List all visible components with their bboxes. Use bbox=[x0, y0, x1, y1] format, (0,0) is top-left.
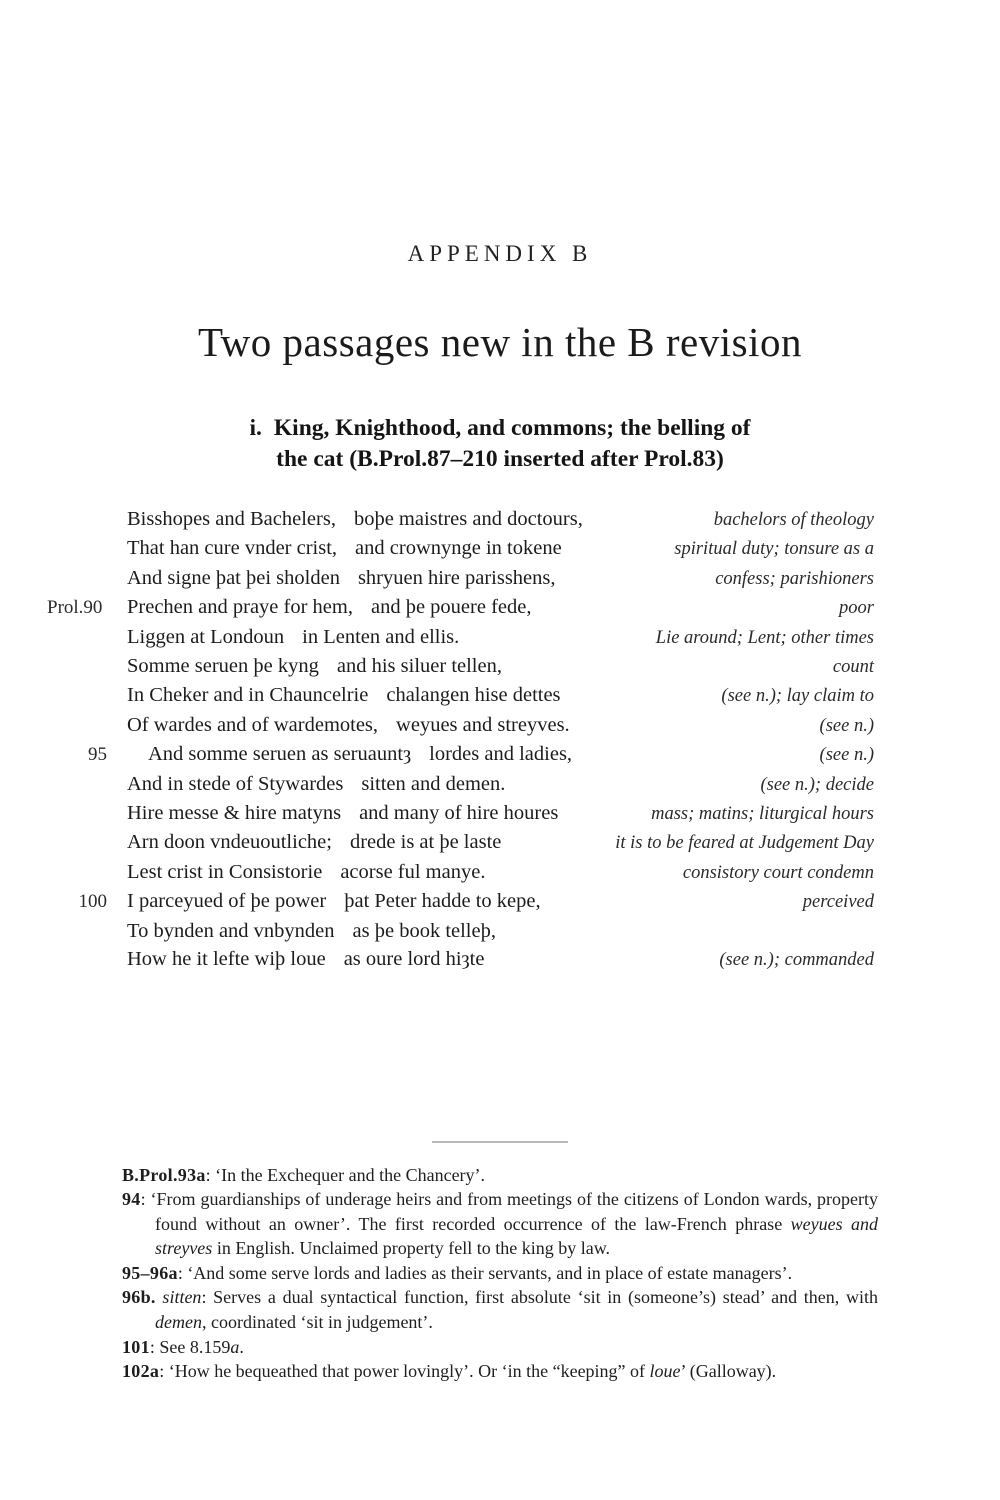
footnote: 102a: ‘How he bequeathed that power lovingly’. Or ‘in the “keeping” of loue’ (Galloway). bbox=[122, 1361, 777, 1382]
marginal-gloss: (see n.); lay claim to bbox=[721, 686, 874, 707]
line-number: Prol.90 bbox=[47, 597, 103, 619]
verse-line bbox=[47, 593, 874, 622]
footnote: 101: See 8.159a. bbox=[122, 1336, 244, 1357]
marginal-gloss: bachelors of theology bbox=[713, 510, 874, 530]
marginal-gloss: consistory court condemn bbox=[682, 862, 874, 883]
section-heading bbox=[0, 413, 1000, 475]
marginal-gloss: Lie around; Lent; other times bbox=[655, 627, 874, 648]
verse-text: Bisshopes and Bachelers, boþe maistres and doctours, bbox=[127, 508, 583, 530]
verse-text: That han cure vnder crist, and crownynge in tokene bbox=[127, 537, 562, 560]
footnote-label: B.Prol.93a bbox=[122, 1164, 206, 1185]
verse-line bbox=[47, 740, 874, 769]
marginal-gloss: (see n.); commanded bbox=[719, 950, 874, 971]
verse-line bbox=[47, 770, 874, 799]
verse-text: How he it lefte wiþ loue as oure lord hiȝte bbox=[127, 948, 485, 971]
section-heading-line2: the cat (B.Prol.87–210 inserted after Prol.83) bbox=[276, 446, 724, 472]
verse-text: I parceyued of þe power þat Peter hadde to kepe, bbox=[127, 890, 541, 913]
section-heading-line1: King, Knighthood, and commons; the belling of bbox=[273, 415, 751, 441]
line-number: 95 bbox=[88, 744, 107, 766]
verse-line bbox=[47, 564, 874, 593]
verse-line bbox=[47, 917, 874, 945]
verse-text: Hire messe & hire matyns and many of hire houres bbox=[127, 802, 559, 825]
footnote: 94: ‘From guardianships of underage heirs and from meetings of the citizens of London wards, property found without an owner’. The first recorded occurrence of the law-French phrase weyues and streyves in English. Unclaimed property fell to the king by law. bbox=[122, 1189, 879, 1259]
footnote-divider-rule bbox=[432, 1141, 568, 1143]
footnote-label: 101 bbox=[122, 1336, 150, 1357]
verse-text: Prechen and praye for hem, and þe pouere fede, bbox=[127, 596, 532, 619]
page-title: Two passages new in the B revision bbox=[198, 319, 802, 365]
marginal-gloss: (see n.) bbox=[819, 745, 874, 766]
verse-line bbox=[47, 623, 874, 652]
verse-text: Of wardes and of wardemotes, weyues and streyves. bbox=[127, 713, 570, 736]
verse-text: Arn doon vndeuoutliche; drede is at þe laste bbox=[127, 831, 502, 854]
footnotes-block bbox=[122, 1163, 878, 1384]
verse-line bbox=[47, 799, 874, 828]
verse-line bbox=[47, 858, 874, 887]
footnote-label: 96b. bbox=[122, 1287, 156, 1308]
verse-line bbox=[47, 711, 874, 740]
marginal-gloss: (see n.) bbox=[819, 715, 874, 736]
verse-line bbox=[47, 652, 874, 681]
verse-text: And signe þat þei sholden shryuen hire parisshens, bbox=[127, 566, 556, 589]
marginal-gloss: spiritual duty; tonsure as a bbox=[674, 539, 874, 560]
verse-line bbox=[47, 945, 874, 974]
verse-text: Lest crist in Consistorie acorse ful manye. bbox=[127, 860, 486, 883]
verse-text: And somme seruen as seruauntȝ lordes and ladies, bbox=[148, 743, 573, 766]
appendix-kicker: APPENDIX B bbox=[407, 241, 593, 266]
verse-text: To bynden and vnbynden as þe book telleþ, bbox=[127, 919, 496, 942]
verse-line bbox=[47, 681, 874, 710]
footnote-label: 102a bbox=[122, 1361, 160, 1382]
footnote: 95–96a: ‘And some serve lords and ladies as their servants, and in place of estate managers’. bbox=[122, 1262, 793, 1283]
verse-text: Liggen at Londoun in Lenten and ellis. bbox=[127, 625, 460, 648]
verse-text: Somme seruen þe kyng and his siluer tellen, bbox=[127, 655, 502, 678]
verse-line bbox=[47, 505, 874, 534]
marginal-gloss: count bbox=[832, 657, 874, 678]
marginal-gloss: poor bbox=[839, 598, 874, 619]
verse-text: And in stede of Stywardes sitten and demen. bbox=[127, 772, 506, 795]
footnote: 96b. sitten: Serves a dual syntactical function, first absolute ‘sit in (someone’s) stead’ and then, with demen, coordinated ‘sit in judgement’. bbox=[122, 1287, 878, 1333]
footnote-label: 94 bbox=[122, 1189, 141, 1210]
verse-text: In Cheker and in Chauncelrie chalangen hise dettes bbox=[127, 684, 561, 707]
footnote-label: 95–96a bbox=[122, 1262, 178, 1283]
marginal-gloss: (see n.); decide bbox=[760, 774, 874, 795]
marginal-gloss: perceived bbox=[802, 892, 874, 913]
verse-line bbox=[47, 887, 874, 916]
section-marker: i. bbox=[249, 415, 262, 441]
line-number: 100 bbox=[78, 891, 107, 913]
verse-line bbox=[47, 828, 874, 857]
verse-line bbox=[47, 534, 874, 563]
footnote: B.Prol.93a: ‘In the Exchequer and the Chancery’. bbox=[122, 1164, 486, 1185]
marginal-gloss: mass; matins; liturgical hours bbox=[651, 804, 874, 825]
marginal-gloss: confess; parishioners bbox=[715, 568, 874, 589]
verse-block bbox=[47, 505, 874, 975]
marginal-gloss: it is to be feared at Judgement Day bbox=[615, 833, 874, 854]
